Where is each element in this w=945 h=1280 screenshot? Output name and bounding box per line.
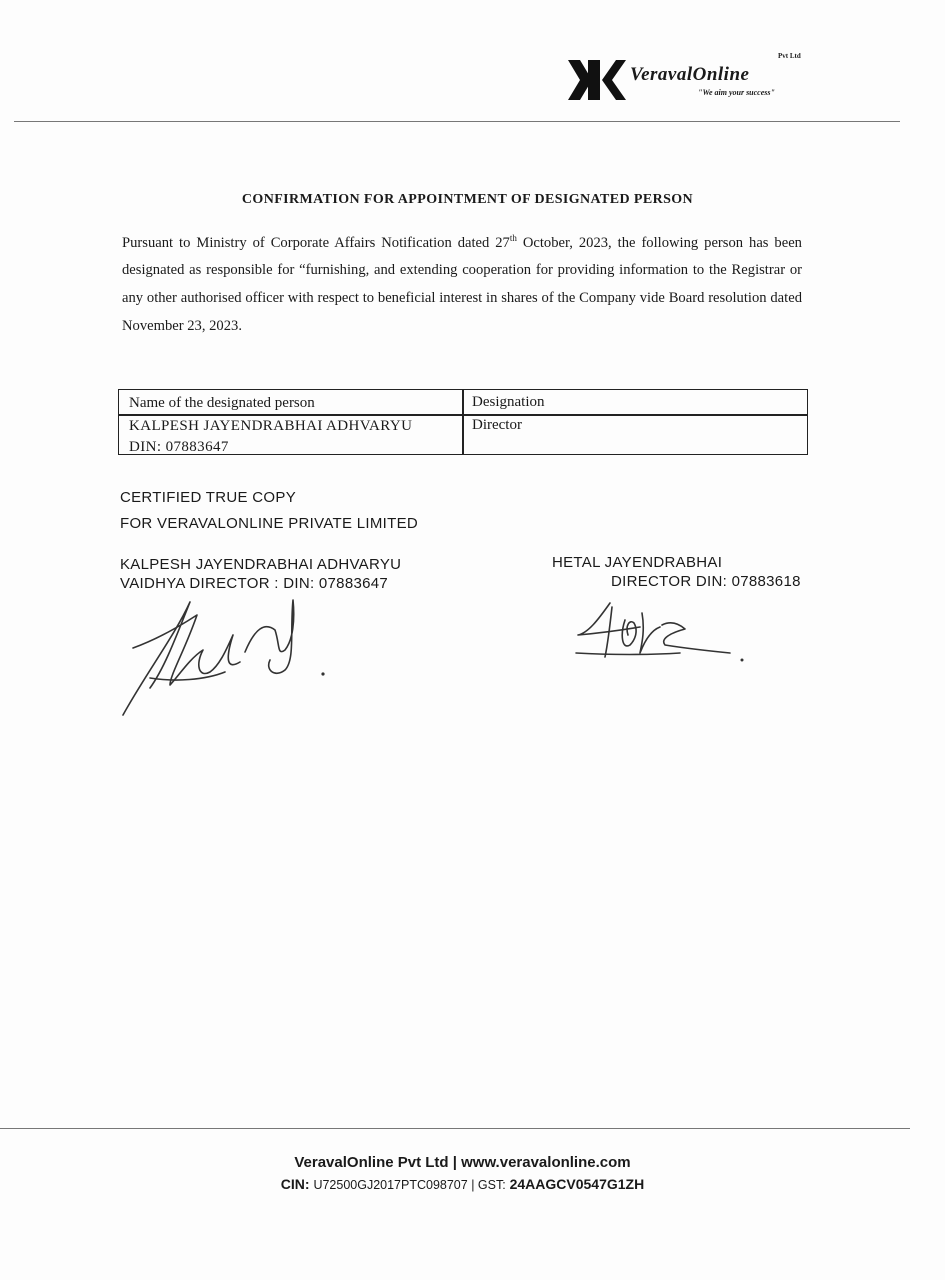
paragraph-text-end: October, 2023, the following person has been designated as responsible for “furnishing, and extending cooperation for providing information to the Registrar or any other authorised officer with respect to beneficial interest in shares of the Company vide Board resolution dated November 23, 2023. bbox=[122, 234, 802, 334]
footer-registration-line bbox=[0, 1176, 925, 1192]
table-header-designation: Designation bbox=[472, 394, 545, 410]
logo-tagline: "We aim your success" bbox=[698, 88, 775, 97]
right-handwritten-signature bbox=[570, 595, 760, 675]
right-signatory-name: HETAL JAYENDRABHAI bbox=[552, 554, 723, 571]
paragraph-text-start: Pursuant to Ministry of Corporate Affairs Notification dated 27 bbox=[122, 234, 510, 251]
footer-gst-value: 24AAGCV0547G1ZH bbox=[509, 1176, 645, 1192]
designated-person-table bbox=[118, 389, 808, 455]
paragraph-superscript: th bbox=[509, 233, 517, 243]
table-header-name: Name of the designated person bbox=[129, 395, 315, 411]
body-paragraph bbox=[122, 225, 802, 340]
logo-pvt-label: Pvt Ltd bbox=[778, 52, 801, 60]
document-title: CONFIRMATION FOR APPOINTMENT OF DESIGNATED PERSON bbox=[241, 192, 694, 207]
table-row-divider bbox=[119, 414, 807, 416]
table-column-divider bbox=[462, 390, 464, 454]
logo-company-name: VeravalOnline bbox=[630, 64, 750, 85]
left-signatory-name: KALPESH JAYENDRABHAI ADHVARYU bbox=[120, 556, 402, 573]
certified-true-copy: CERTIFIED TRUE COPY bbox=[120, 489, 297, 506]
footer-company-website: VeravalOnline Pvt Ltd | www.veravalonline.com bbox=[294, 1154, 631, 1171]
company-certification-line: FOR VERAVALONLINE PRIVATE LIMITED bbox=[120, 515, 419, 532]
right-signatory-designation: DIRECTOR DIN: 07883618 bbox=[611, 573, 801, 590]
left-signatory-designation: VAIDHYA DIRECTOR : DIN: 07883647 bbox=[120, 575, 389, 592]
left-handwritten-signature bbox=[115, 590, 345, 720]
footer-divider bbox=[0, 1128, 910, 1129]
footer-cin-value: U72500GJ2017PTC098707 | GST: bbox=[313, 1178, 506, 1192]
company-logo bbox=[566, 52, 816, 106]
table-cell-designation: Director bbox=[472, 417, 522, 433]
table-cell-name-line1: KALPESH JAYENDRABHAI ADHVARYU bbox=[129, 418, 413, 434]
header-divider bbox=[14, 121, 900, 122]
footer-cin-label: CIN: bbox=[280, 1176, 310, 1192]
vk-monogram-icon bbox=[566, 58, 628, 102]
table-cell-name-line2: DIN: 07883647 bbox=[129, 439, 229, 455]
